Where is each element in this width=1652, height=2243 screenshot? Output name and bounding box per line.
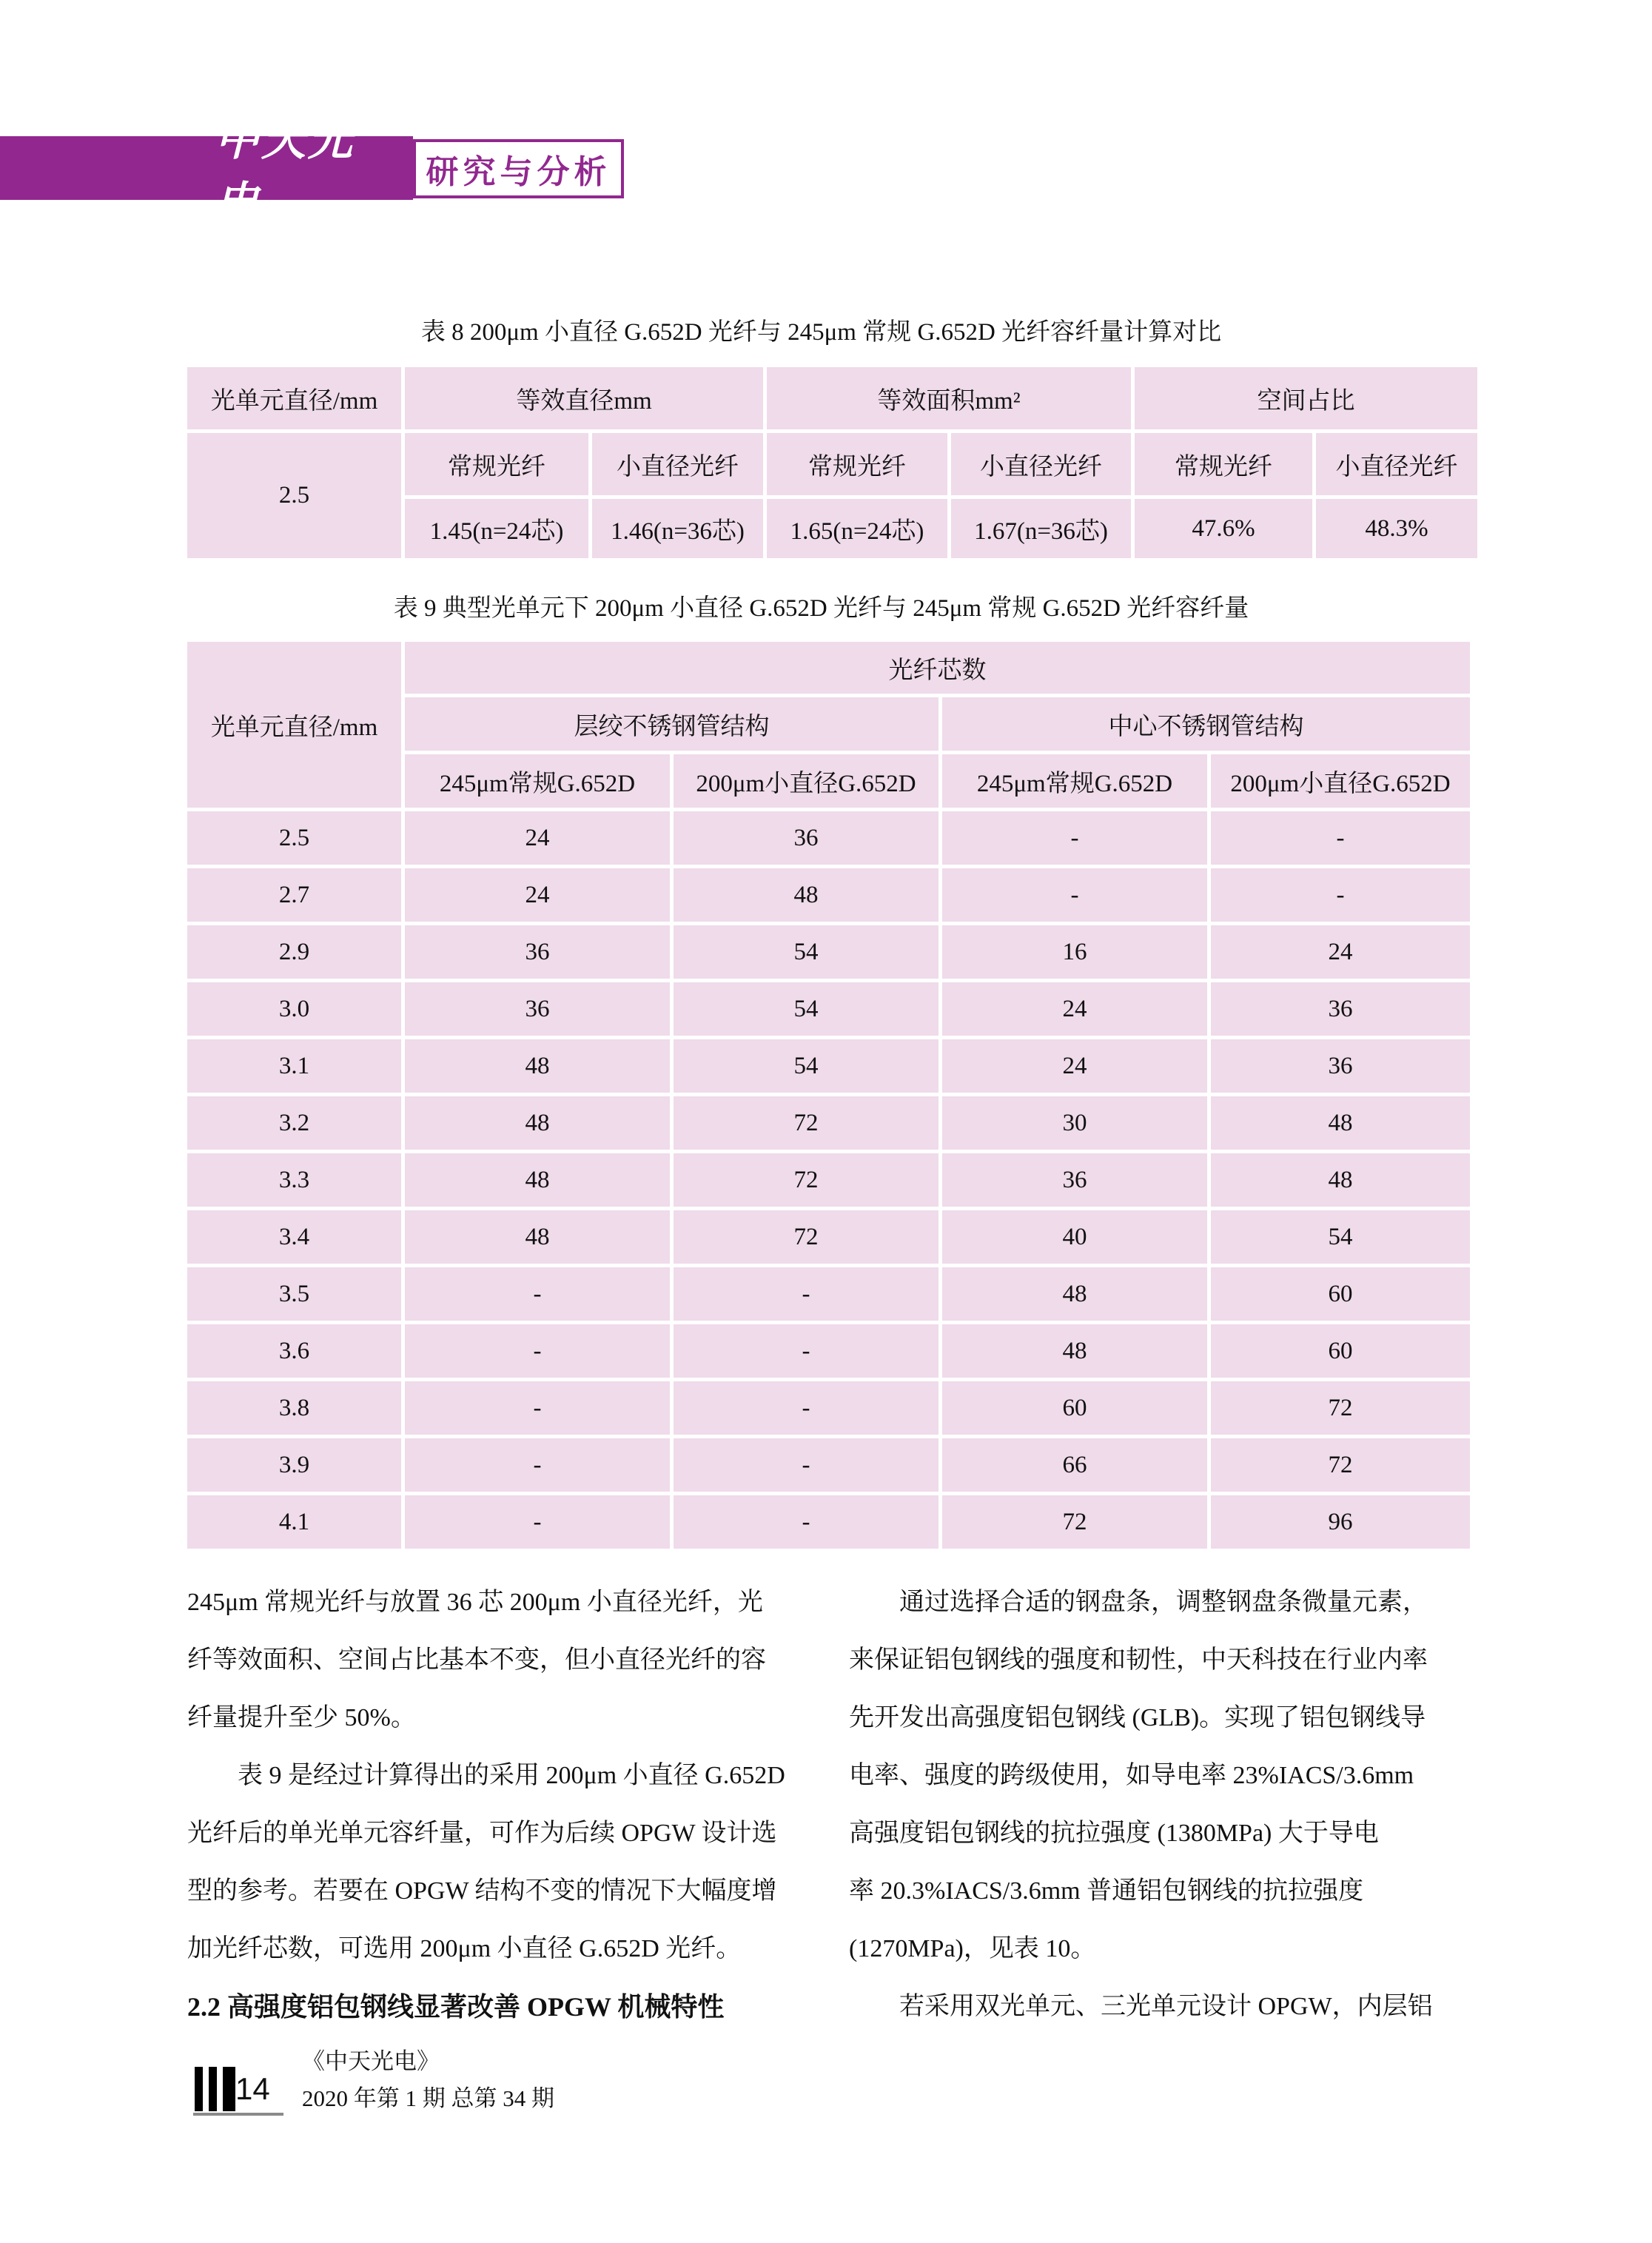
table-cell: 36 bbox=[405, 925, 670, 979]
body-text-line: 光纤后的单光单元容纤量，可作为后续 OPGW 设计选 bbox=[187, 1820, 777, 1847]
body-text-line: 电率、强度的跨级使用，如导电率 23%IACS/3.6mm bbox=[849, 1762, 1414, 1789]
table-cell: 24 bbox=[1211, 925, 1470, 979]
table-header-cell: 200μm小直径G.652D bbox=[674, 754, 939, 808]
table-cell: 54 bbox=[1211, 1210, 1470, 1264]
table-header-cell: 层绞不锈钢管结构 bbox=[405, 697, 939, 751]
table-cell: 54 bbox=[674, 1039, 939, 1093]
table-cell: 48 bbox=[1211, 1096, 1470, 1150]
table-cell: - bbox=[405, 1267, 670, 1321]
table-row bbox=[187, 1438, 1470, 1492]
table-cell: 40 bbox=[942, 1210, 1207, 1264]
table-cell: 3.8 bbox=[187, 1381, 401, 1435]
table-cell: 3.2 bbox=[187, 1096, 401, 1150]
table8 bbox=[184, 363, 1481, 562]
table-cell: 96 bbox=[1211, 1495, 1470, 1549]
table-cell: 2.5 bbox=[187, 811, 401, 865]
table-cell: 36 bbox=[1211, 982, 1470, 1036]
table-header-cell: 245μm常规G.652D bbox=[942, 754, 1207, 808]
body-text-line: 来保证铝包钢线的强度和韧性，中天科技在行业内率 bbox=[849, 1646, 1428, 1674]
table-cell: 30 bbox=[942, 1096, 1207, 1150]
table-header-cell: 小直径光纤 bbox=[1316, 433, 1477, 495]
table-header-cell: 常规光纤 bbox=[1135, 433, 1312, 495]
table-cell: 24 bbox=[405, 868, 670, 922]
table-cell: - bbox=[405, 1324, 670, 1378]
body-text-line: 245μm 常规光纤与放置 36 芯 200μm 小直径光纤，光 bbox=[187, 1589, 763, 1616]
body-text-line: 纤等效面积、空间占比基本不变，但小直径光纤的容 bbox=[187, 1646, 766, 1674]
table-header-cell: 光纤芯数 bbox=[405, 642, 1470, 694]
table-cell: 72 bbox=[674, 1153, 939, 1207]
table-cell: 1.45(n=24芯) bbox=[405, 499, 588, 558]
table-cell: 72 bbox=[1211, 1438, 1470, 1492]
body-column-right bbox=[849, 1574, 1456, 2036]
table-header-cell: 空间占比 bbox=[1135, 367, 1477, 429]
body-column-left bbox=[187, 1574, 803, 2036]
table-header-cell: 光单元直径/mm bbox=[187, 367, 401, 429]
table-cell: 3.1 bbox=[187, 1039, 401, 1093]
table-header-cell: 小直径光纤 bbox=[592, 433, 763, 495]
table-cell: 24 bbox=[942, 1039, 1207, 1093]
table-cell: - bbox=[674, 1495, 939, 1549]
body-text-line: 率 20.3%IACS/3.6mm 普通铝包钢线的抗拉强度 bbox=[849, 1877, 1364, 1905]
body-text-line: 高强度铝包钢线的抗拉强度 (1380MPa) 大于导电 bbox=[849, 1820, 1379, 1847]
table-cell: 47.6% bbox=[1135, 499, 1312, 558]
table-cell: 1.67(n=36芯) bbox=[951, 499, 1131, 558]
table-cell: 2.7 bbox=[187, 868, 401, 922]
table-header-cell: 245μm常规G.652D bbox=[405, 754, 670, 808]
journal-issue: 2020 年第 1 期 总第 34 期 bbox=[302, 2085, 554, 2111]
table-row bbox=[187, 1324, 1470, 1378]
table-cell: 3.4 bbox=[187, 1210, 401, 1264]
journal-logo: 中天光电 bbox=[215, 115, 355, 228]
bar-icon bbox=[223, 2067, 235, 2111]
body-lines-left bbox=[187, 1574, 803, 1978]
section-label-box bbox=[413, 139, 624, 198]
footer-journal-info bbox=[302, 2043, 554, 2117]
table9 bbox=[184, 638, 1474, 1552]
table-cell: 1.46(n=36芯) bbox=[592, 499, 763, 558]
table-cell: 54 bbox=[674, 925, 939, 979]
table-cell: 66 bbox=[942, 1438, 1207, 1492]
table-header-cell: 小直径光纤 bbox=[951, 433, 1131, 495]
table-cell: 48 bbox=[942, 1267, 1207, 1321]
body-text-line: 型的参考。若要在 OPGW 结构不变的情况下大幅度增 bbox=[187, 1877, 777, 1905]
table-cell: - bbox=[674, 1381, 939, 1435]
table-cell: - bbox=[942, 811, 1207, 865]
table-cell: 3.6 bbox=[187, 1324, 401, 1378]
table-cell: 2.5 bbox=[187, 433, 401, 558]
table-cell: 3.0 bbox=[187, 982, 401, 1036]
body-text-line: (1270MPa)，见表 10。 bbox=[849, 1935, 1096, 1962]
table9-body bbox=[187, 811, 1470, 1549]
table-cell: 3.5 bbox=[187, 1267, 401, 1321]
table-cell: 48 bbox=[1211, 1153, 1470, 1207]
table-cell: 72 bbox=[1211, 1381, 1470, 1435]
table-cell: 3.3 bbox=[187, 1153, 401, 1207]
table-cell: 24 bbox=[405, 811, 670, 865]
table-cell: - bbox=[1211, 811, 1470, 865]
table-cell: 36 bbox=[942, 1153, 1207, 1207]
table-cell: 48 bbox=[942, 1324, 1207, 1378]
table-row bbox=[187, 1267, 1470, 1321]
table-header-cell: 常规光纤 bbox=[767, 433, 947, 495]
table-row bbox=[187, 433, 1477, 495]
bar-icon bbox=[195, 2067, 203, 2111]
table-cell: 48 bbox=[405, 1210, 670, 1264]
journal-title: 《中天光电》 bbox=[302, 2048, 440, 2074]
table-row bbox=[187, 367, 1477, 429]
table-cell: 48 bbox=[405, 1039, 670, 1093]
table-cell: 72 bbox=[674, 1096, 939, 1150]
section-heading: 2.2 高强度铝包钢线显著改善 OPGW 机械特性 bbox=[187, 1992, 725, 2022]
table-cell: 4.1 bbox=[187, 1495, 401, 1549]
table-row bbox=[187, 1096, 1470, 1150]
table-cell: 36 bbox=[405, 982, 670, 1036]
table-header-cell: 常规光纤 bbox=[405, 433, 588, 495]
table-cell: 72 bbox=[942, 1495, 1207, 1549]
table-header-cell: 光单元直径/mm bbox=[187, 642, 401, 808]
table-cell: - bbox=[405, 1438, 670, 1492]
body-text-line: 加光纤芯数，可选用 200μm 小直径 G.652D 光纤。 bbox=[187, 1935, 742, 1962]
table-cell: - bbox=[942, 868, 1207, 922]
table-header-cell: 等效面积mm² bbox=[767, 367, 1131, 429]
table-row bbox=[187, 925, 1470, 979]
page-number-bars-icon bbox=[195, 2067, 235, 2111]
table-row bbox=[187, 1495, 1470, 1549]
table-cell: 48.3% bbox=[1316, 499, 1477, 558]
table-cell: 1.65(n=24芯) bbox=[767, 499, 947, 558]
table-row bbox=[187, 1210, 1470, 1264]
page-number: 14 bbox=[235, 2071, 270, 2106]
table-header-cell: 中心不锈钢管结构 bbox=[942, 697, 1470, 751]
table-row bbox=[187, 811, 1470, 865]
table-row bbox=[187, 1153, 1470, 1207]
body-text-line: 通过选择合适的钢盘条，调整钢盘条微量元素， bbox=[849, 1589, 1428, 1616]
section-label: 研究与分析 bbox=[426, 154, 611, 190]
table-row bbox=[187, 868, 1470, 922]
body-text-line: 表 9 是经过计算得出的采用 200μm 小直径 G.652D bbox=[187, 1762, 785, 1789]
table-header-cell: 200μm小直径G.652D bbox=[1211, 754, 1470, 808]
table-cell: 54 bbox=[674, 982, 939, 1036]
body-text-line: 先开发出高强度铝包钢线 (GLB)。实现了铝包钢线导 bbox=[849, 1704, 1426, 1731]
table-cell: 72 bbox=[674, 1210, 939, 1264]
table8-title: 表 8 200μm 小直径 G.652D 光纤与 245μm 常规 G.652D 光纤容纤量计算对比 bbox=[420, 319, 1222, 346]
body-text-line: 纤量提升至少 50%。 bbox=[187, 1704, 416, 1731]
table-row bbox=[187, 982, 1470, 1036]
table-cell: 48 bbox=[674, 868, 939, 922]
table-cell: - bbox=[674, 1438, 939, 1492]
table-cell: 48 bbox=[405, 1096, 670, 1150]
table-cell: 60 bbox=[1211, 1324, 1470, 1378]
table-cell: 36 bbox=[1211, 1039, 1470, 1093]
bar-icon bbox=[209, 2067, 217, 2111]
table-cell: 2.9 bbox=[187, 925, 401, 979]
table-cell: - bbox=[674, 1324, 939, 1378]
table-cell: 16 bbox=[942, 925, 1207, 979]
table-cell: 60 bbox=[1211, 1267, 1470, 1321]
table-cell: - bbox=[674, 1267, 939, 1321]
table-cell: 24 bbox=[942, 982, 1207, 1036]
table-cell: 3.9 bbox=[187, 1438, 401, 1492]
table-cell: - bbox=[1211, 868, 1470, 922]
table-cell: 60 bbox=[942, 1381, 1207, 1435]
table9-title: 表 9 典型光单元下 200μm 小直径 G.652D 光纤与 245μm 常规 G.652D 光纤容纤量 bbox=[393, 595, 1249, 622]
table-header-cell: 等效直径mm bbox=[405, 367, 763, 429]
footer-divider bbox=[193, 2113, 283, 2116]
table-cell: 48 bbox=[405, 1153, 670, 1207]
body-text-line: 若采用双光单元、三光单元设计 OPGW，内层铝 bbox=[849, 1993, 1433, 2020]
table-row bbox=[187, 642, 1470, 694]
table-cell: 36 bbox=[674, 811, 939, 865]
body-lines-right bbox=[849, 1574, 1456, 2036]
table-row bbox=[187, 1381, 1470, 1435]
table-cell: - bbox=[405, 1381, 670, 1435]
table-row bbox=[187, 1039, 1470, 1093]
table-cell: - bbox=[405, 1495, 670, 1549]
